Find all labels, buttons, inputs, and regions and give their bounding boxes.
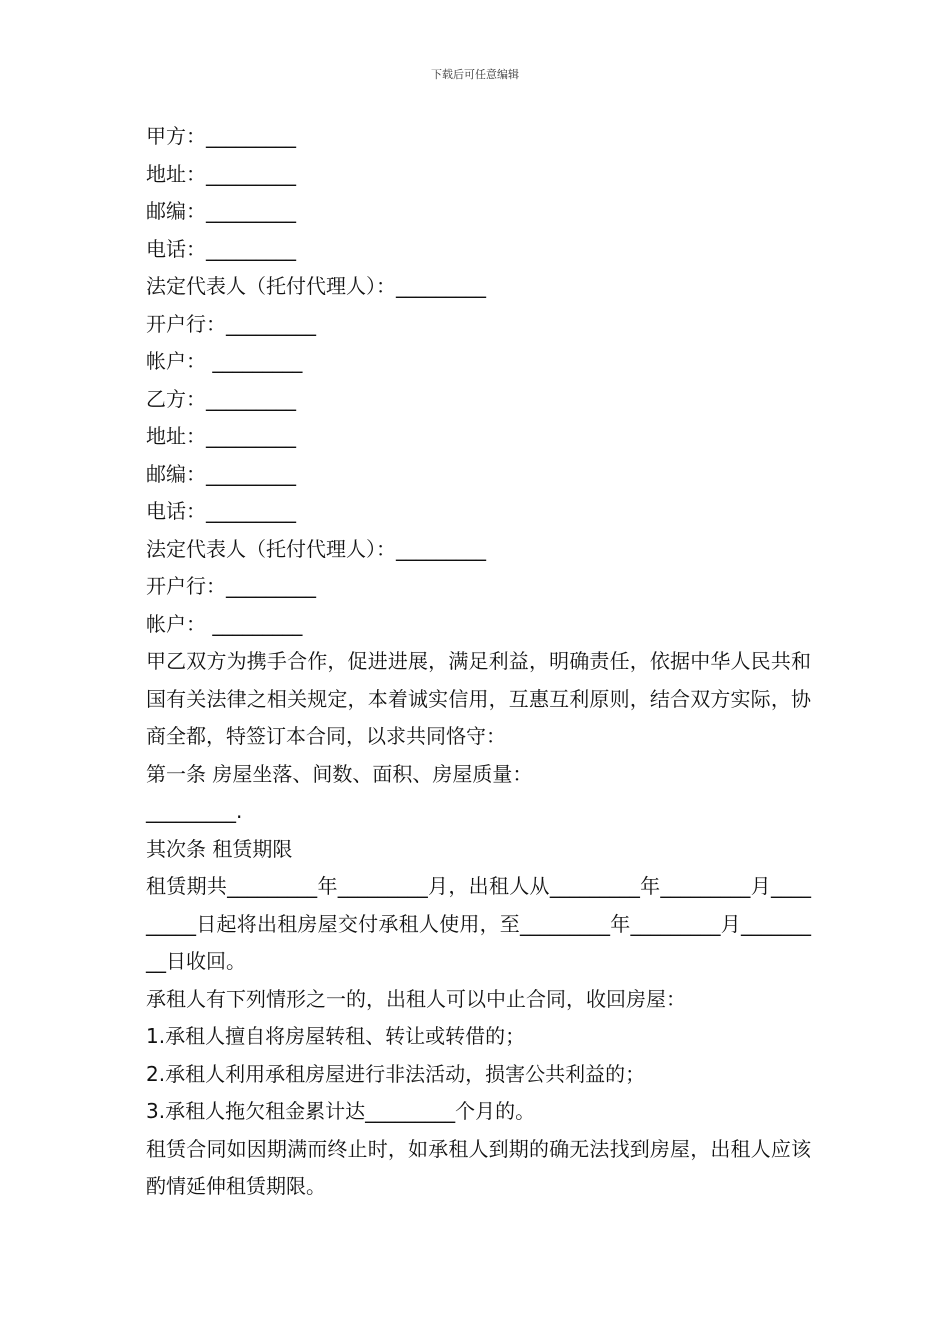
termination-item-3: 3.承租人拖欠租金累计达_________个月的。 bbox=[146, 1099, 536, 1123]
termination-item-2: 2.承租人利用承租房屋进行非法活动，损害公共利益的； bbox=[146, 1061, 646, 1086]
page-header: 下载后可任意编辑 bbox=[431, 68, 519, 81]
party-b-postcode: 邮编：_________ bbox=[146, 461, 296, 486]
article-2-heading: 其次条 租赁期限 bbox=[146, 836, 293, 861]
termination-item-1: 1.承租人擅自将房屋转租、转让或转借的； bbox=[146, 1024, 526, 1048]
party-a-phone: 电话：_________ bbox=[146, 236, 296, 261]
party-a-representative: 法定代表人（托付代理人）：_________ bbox=[146, 274, 486, 298]
party-b-phone: 电话：_________ bbox=[146, 499, 296, 523]
contract-body bbox=[146, 118, 811, 1206]
party-b-name: 乙方：_________ bbox=[146, 386, 296, 411]
party-a-account: 帐户： _________ bbox=[146, 349, 303, 373]
party-a-bank: 开户行：_________ bbox=[146, 311, 316, 336]
article-1-blank: _________. bbox=[146, 799, 243, 823]
party-b-representative: 法定代表人（托付代理人）：_________ bbox=[146, 536, 486, 561]
extension-paragraph: 租赁合同如因期满而终止时，如承租人到期的确无法找到房屋，出租人应该酌情延伸租赁期限。 bbox=[146, 1136, 811, 1198]
party-a-address: 地址：_________ bbox=[146, 161, 296, 186]
party-a-postcode: 邮编：_________ bbox=[146, 199, 296, 223]
party-b-address: 地址：_________ bbox=[146, 424, 296, 448]
party-b-bank: 开户行：_________ bbox=[146, 574, 316, 598]
lease-term-paragraph: 租赁期共_________年_________月，出租人从_________年_________月_________日起将出租房屋交付承租人使用，至_________年_________月_________日收回。 bbox=[146, 874, 811, 973]
article-1-heading: 第一条 房屋坐落、间数、面积、房屋质量： bbox=[146, 761, 533, 786]
preamble-paragraph: 甲乙双方为携手合作，促进进展，满足利益，明确责任，依据中华人民共和国有关法律之相关规定，本着诚实信用，互惠互利原则，结合双方实际，协商全都，特签订本合同，以求共同恪守： bbox=[146, 649, 811, 748]
termination-intro: 承租人有下列情形之一的，出租人可以中止合同，收回房屋： bbox=[146, 986, 686, 1011]
party-a-name: 甲方：_________ bbox=[146, 124, 296, 148]
party-b-account: 帐户： _________ bbox=[146, 611, 303, 636]
